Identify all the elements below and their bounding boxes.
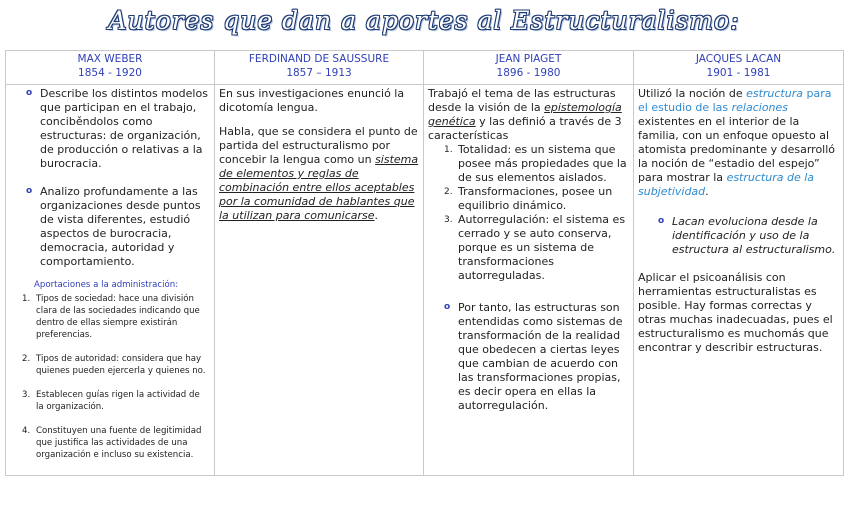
highlight-term: relaciones <box>731 101 789 114</box>
lacan-bullets <box>638 215 839 257</box>
weber-contributions <box>20 279 210 461</box>
piaget-intro <box>428 87 629 143</box>
lacan-cell <box>634 85 844 476</box>
piaget-bullet-text: Por tanto, las estructuras son entendidas como sistemas de transformación de la realidad que obedecen a ciertas leyes que cambian de acuerdo con las transformaciones propias, es decir opera en ellas la autorregulación. <box>458 301 623 412</box>
characteristic-text: Transformaciones, posee un equilibrio dinámico. <box>458 185 613 212</box>
italic-term: epistemología genética <box>428 101 622 128</box>
list-item <box>652 215 839 257</box>
lacan-paragraph-2: Aplicar el psicoanálisis con herramientas estructuralistas es posible. Hay formas correctas y otras muchas inadecuadas, pues el estructuralismo es muchomás que encontrar y describir estructuras. <box>638 271 833 354</box>
piaget-cell <box>424 85 634 476</box>
column-header-lacan <box>634 51 844 85</box>
author-name: FERDINAND DE SAUSSURE <box>248 53 390 65</box>
list-item: 3. Establecen guías rigen la actividad de la organización. <box>22 390 200 412</box>
text-span: . <box>705 185 709 198</box>
table-header-row <box>6 51 844 85</box>
lacan-paragraph-1 <box>638 87 839 199</box>
saussure-paragraph-1: En sus investigaciones enunció la dicotomía lengua. <box>219 87 405 114</box>
characteristic-text: Autorregulación: el sistema es cerrado y se auto conserva, porque es un sistema de transformaciones autorreguladas. <box>458 213 626 282</box>
list-item: 1. Tipos de sociedad: hace una división clara de las sociedades indicando que dentro de ellas siempre existirán preferencias. <box>22 294 200 340</box>
saussure-paragraph-2 <box>219 125 419 223</box>
piaget-characteristics <box>428 143 629 283</box>
contribution-text: Tipos de autoridad: considera que hay quienes pueden ejercerla y quienes no. <box>36 354 206 376</box>
characteristic-text: Totalidad: es un sistema que posee más propiedades que la de sus elementos aislados. <box>458 143 627 184</box>
contribution-text: Tipos de sociedad: hace una división clara de las sociedades indicando que dentro de ellas siempre existirán preferencias. <box>36 294 200 340</box>
author-years: 1901 - 1981 <box>706 67 771 79</box>
list-item: 4. Constituyen una fuente de legitimidad que justifica las actividades de una organización e incluso su existencia. <box>22 426 202 460</box>
author-years: 1857 – 1913 <box>286 67 352 79</box>
column-header-piaget <box>424 51 634 85</box>
bullet-icon: o <box>26 186 33 196</box>
bullet-icon: o <box>26 88 33 98</box>
column-header-saussure <box>215 51 424 85</box>
author-years: 1896 - 1980 <box>496 67 561 79</box>
highlight-term: estructura <box>746 87 803 100</box>
page-title: Autores que dan a aportes al Estructuralismo: <box>108 6 740 35</box>
highlight-term: estructura de la subjetividad <box>638 171 815 198</box>
list-item <box>20 87 210 171</box>
table-body-row <box>6 85 844 476</box>
text-span: Habla, que se considera el punto de partida del estructuralismo por concebir la lengua como un <box>219 125 418 166</box>
text-span: Utilizó la noción de <box>638 87 747 100</box>
list-item: 2. Transformaciones, posee un equilibrio dinámico. <box>444 185 613 212</box>
highlight-term: para el estudio de las <box>638 87 832 114</box>
contribution-text: Establecen guías rigen la actividad de la organización. <box>36 390 200 412</box>
text-span: . <box>374 209 379 222</box>
contribution-text: Constituyen una fuente de legitimidad que justifica las actividades de una organización e incluso su existencia. <box>36 426 202 460</box>
list-item: 3. Autorregulación: el sistema es cerrado y se auto conserva, porque es un sistema de transformaciones autorreguladas. <box>444 213 626 282</box>
text-span: y las definió a través de 3 características <box>428 115 622 142</box>
list-item: 1. Totalidad: es un sistema que posee más propiedades que la de sus elementos aislados. <box>444 143 627 184</box>
saussure-cell <box>215 85 424 476</box>
author-name: JEAN PIAGET <box>495 53 562 65</box>
author-name: JACQUES LACAN <box>695 53 782 65</box>
contributions-heading: Aportaciones a la administración: <box>34 280 179 290</box>
bullet-icon: o <box>658 216 665 226</box>
list-item <box>438 301 629 413</box>
weber-bullet-1: Describe los distintos modelos que participan en el trabajo, conciběndolos como estructuras: de organización, de producción o relativas a la burocracia. <box>40 87 208 170</box>
author-years: 1854 - 1920 <box>78 67 142 79</box>
list-item <box>20 185 210 269</box>
column-header-weber <box>6 51 215 85</box>
author-name: MAX WEBER <box>77 53 143 65</box>
italic-definition: sistema de elementos y reglas de combinación entre ellos aceptables por la comunidad de hablantes que la utilizan para comunicarse <box>219 153 419 222</box>
bullet-icon: o <box>444 302 451 312</box>
authors-table <box>5 50 844 476</box>
contributions-list <box>20 293 210 461</box>
weber-bullet-2: Analizo profundamente a las organizaciones desde puntos de vista diferentes, estudió aspectos de burocracia, democracia, autoridad y comportamiento. <box>40 185 201 268</box>
weber-cell <box>6 85 215 476</box>
lacan-bullet-text: Lacan evoluciona desde la identificación y uso de la estructura al estructuralismo. <box>672 215 836 256</box>
piaget-bullets <box>428 301 629 413</box>
list-item: 2. Tipos de autoridad: considera que hay quienes pueden ejercerla y quienes no. <box>22 354 206 376</box>
text-span: existentes en el interior de la familia, con un enfoque opuesto al atomista predominante y desarrolló la noción de “estadio del espejo” para mostrar la <box>638 115 836 184</box>
weber-bullets <box>20 87 210 269</box>
text-span: Trabajó el tema de las estructuras desde la visión de la <box>428 87 616 114</box>
